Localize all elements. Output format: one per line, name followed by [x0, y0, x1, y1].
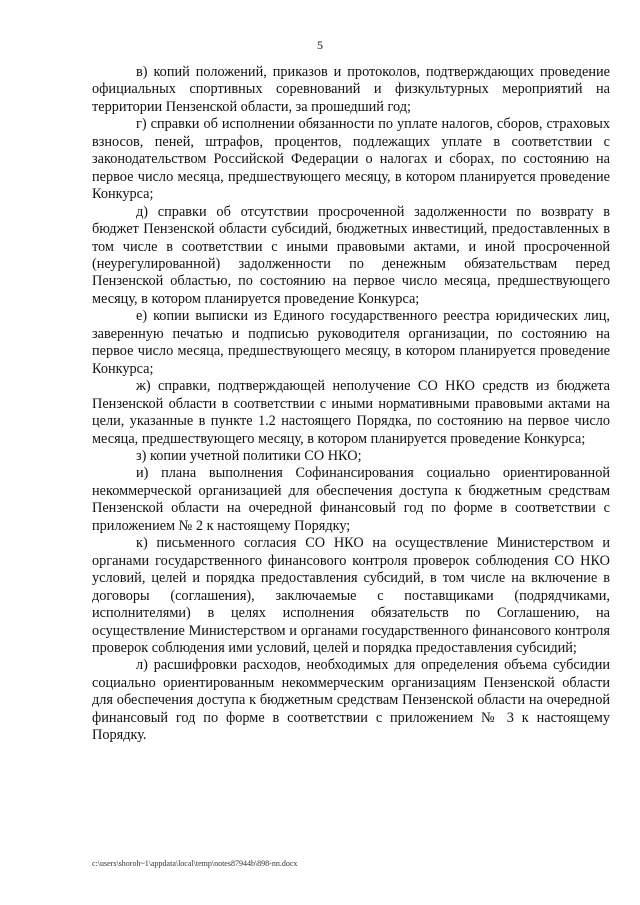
- footer-file-path: c:\users\shoroh~1\appdata\local\temp\notes87944b\898-nn.docx: [92, 859, 298, 868]
- paragraph-item-k: к) письменного согласия СО НКО на осуществление Министерством и органами государственного финансового контроля проверок соблюдения СО НКО условий, целей и порядка предоставления субсидий, в том числе на включение в договоры (соглашения), заключаемые с поставщиками (подрядчиками, исполнителями) в целях исполнения обязательств по Соглашению, на осуществление Министерством и органами государственного финансового контроля проверок соблюдения ими условий, целей и порядка предоставления субсидий;: [92, 535, 610, 656]
- paragraph-item-d: д) справки об отсутствии просроченной задолженности по возврату в бюджет Пензенской области субсидий, бюджетных инвестиций, предоставленных в том числе в соответствии с иными правовыми актами, и иной просроченной (неурегулированной) задолженности по денежным обязательствам перед Пензенской областью, по состоянию на первое число месяца, предшествующего месяцу, в котором планируется проведение Конкурса;: [92, 203, 610, 307]
- paragraph-item-i: и) плана выполнения Софинансирования социально ориентированной некоммерческой организацией для обеспечения доступа к бюджетным средствам Пензенской области на очередной финансовый год по форме в соответствии с приложением № 2 к настоящему Порядку;: [92, 465, 610, 534]
- paragraph-item-g: г) справки об исполнении обязанности по уплате налогов, сборов, страховых взносов, пеней, штрафов, процентов, подлежащих уплате в соответствии с законодательством Российской Федерации о налогах и сборах, по состоянию на первое число месяца, предшествующего месяцу, в котором планируется проведение Конкурса;: [92, 116, 610, 203]
- paragraph-item-v: в) копий положений, приказов и протоколов, подтверждающих проведение официальных спортивных соревнований и физкультурных мероприятий на территории Пензенской области, за прошедший год;: [92, 64, 610, 115]
- paragraph-item-z: з) копии учетной политики СО НКО;: [136, 447, 362, 464]
- page-number: 5: [317, 38, 323, 52]
- paragraph-item-e: е) копии выписки из Единого государственного реестра юридических лиц, заверенную печатью и подписью руководителя организации, по состоянию на первое число месяца, предшествующего месяцу, в котором планируется проведение Конкурса;: [92, 308, 610, 377]
- paragraph-item-zh: ж) справки, подтверждающей неполучение СО НКО средств из бюджета Пензенской области в соответствии с иными нормативными правовыми актами на цели, указанные в пункте 1.2 настоящего Порядка, по состоянию на первое число месяца, предшествующего месяцу, в котором планируется проведение Конкурса;: [92, 378, 610, 447]
- paragraph-item-l: л) расшифровки расходов, необходимых для определения объема субсидии социально ориентированным некоммерческим организациям Пензенской области для обеспечения доступа к бюджетным средствам Пензенской области на очередной финансовый год по форме в соответствии с приложением № 3 к настоящему Порядку.: [92, 657, 610, 744]
- document-body: [92, 64, 610, 745]
